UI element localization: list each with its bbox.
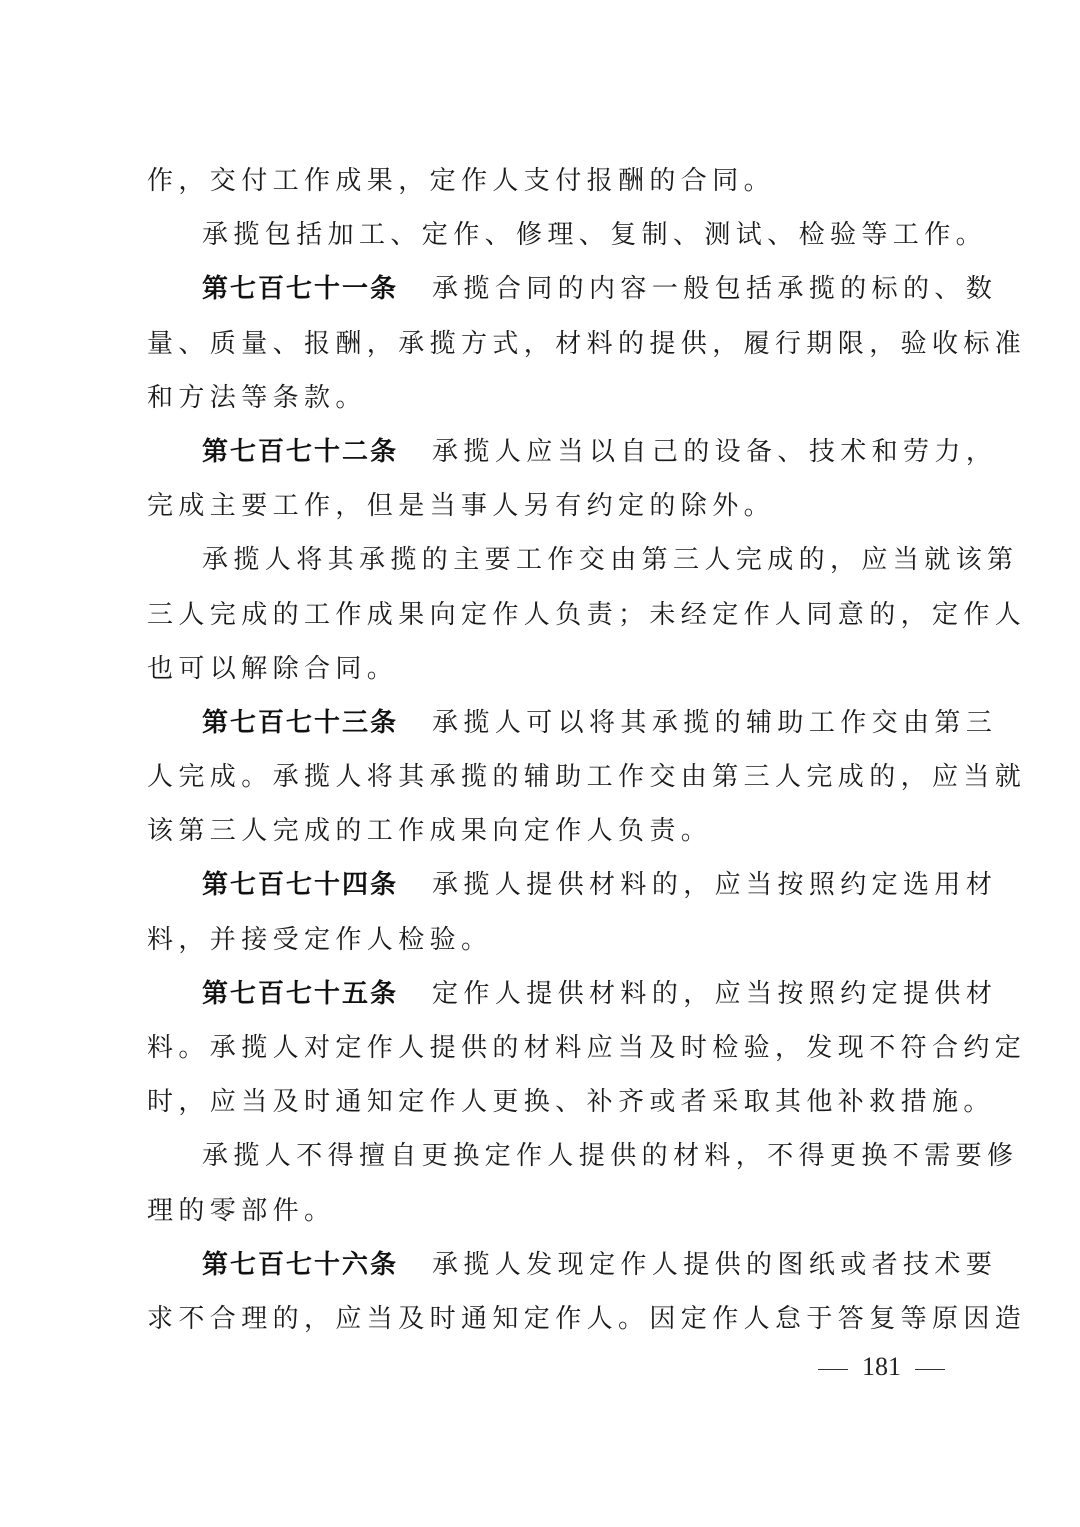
text-line bbox=[147, 750, 1027, 804]
line-text: 也可以解除合同。 bbox=[147, 653, 399, 684]
line-text: 作，交付工作成果，定作人支付报酬的合同。 bbox=[147, 166, 776, 196]
article-heading: 第七百七十六条 bbox=[202, 1249, 399, 1280]
text-line bbox=[147, 371, 942, 425]
line-text: 和方法等条款。 bbox=[147, 382, 367, 413]
line-text: 承揽包括加工、定作、修理、复制、测试、检验等工作。 bbox=[202, 220, 988, 251]
text-line bbox=[147, 1184, 942, 1238]
line-text: 人完成。承揽人将其承揽的辅助工作交由第三人完成的，应当就 bbox=[147, 762, 1027, 793]
line-text: 理的零部件。 bbox=[147, 1195, 336, 1226]
line-text: 该第三人完成的工作成果向定作人负责。 bbox=[147, 816, 713, 847]
paragraph-first-line bbox=[147, 1129, 1019, 1183]
right-dash bbox=[915, 1369, 945, 1370]
article-heading: 第七百七十一条 bbox=[202, 274, 399, 305]
page-number bbox=[818, 1347, 958, 1387]
paragraph-first-line bbox=[147, 208, 988, 262]
line-text: 承揽人不得擅自更换定作人提供的材料，不得更换不需要修 bbox=[202, 1141, 1019, 1172]
body-text bbox=[147, 154, 1027, 1346]
text-line bbox=[147, 154, 942, 208]
line-text: 承揽人将其承揽的主要工作交由第三人完成的，应当就该第 bbox=[202, 545, 1019, 576]
line-text: 完成主要工作，但是当事人另有约定的除外。 bbox=[147, 491, 776, 522]
line-text: 三人完成的工作成果向定作人负责；未经定作人同意的，定作人 bbox=[147, 599, 1027, 630]
text-line bbox=[147, 642, 942, 696]
text-line bbox=[147, 913, 942, 967]
text-line bbox=[147, 317, 1027, 371]
line-text: 料。承揽人对定作人提供的材料应当及时检验，发现不符合约定 bbox=[147, 1033, 1027, 1063]
text-line bbox=[147, 1021, 1027, 1075]
article-heading: 第七百七十二条 bbox=[202, 436, 399, 467]
paragraph-first-line bbox=[147, 533, 1019, 587]
line-text: 承揽人发现定作人提供的图纸或者技术要 bbox=[432, 1249, 998, 1280]
text-line bbox=[147, 1292, 1027, 1346]
line-text: 承揽人可以将其承揽的辅助工作交由第三 bbox=[432, 707, 998, 738]
line-text: 承揽合同的内容一般包括承揽的标的、数 bbox=[432, 274, 998, 305]
article-773-first-line bbox=[147, 696, 998, 750]
text-line bbox=[147, 479, 942, 533]
text-line bbox=[147, 588, 1027, 642]
line-text: 料，并接受定作人检验。 bbox=[147, 924, 493, 955]
line-text: 定作人提供材料的，应当按照约定提供材 bbox=[432, 978, 998, 1009]
article-774-first-line bbox=[147, 858, 998, 912]
line-text: 求不合理的，应当及时通知定作人。因定作人怠于答复等原因造 bbox=[147, 1303, 1027, 1334]
line-text: 承揽人提供材料的，应当按照约定选用材 bbox=[432, 870, 998, 901]
line-text: 量、质量、报酬，承揽方式，材料的提供，履行期限，验收标准 bbox=[147, 328, 1027, 359]
line-text: 时，应当及时通知定作人更换、补齐或者采取其他补救措施。 bbox=[147, 1087, 995, 1118]
article-heading: 第七百七十四条 bbox=[202, 870, 399, 901]
article-heading: 第七百七十三条 bbox=[202, 707, 399, 738]
article-772-first-line bbox=[147, 425, 998, 479]
article-775-first-line bbox=[147, 967, 998, 1021]
line-text: 承揽人应当以自己的设备、技术和劳力， bbox=[432, 436, 998, 467]
left-dash bbox=[818, 1369, 848, 1370]
article-heading: 第七百七十五条 bbox=[202, 978, 399, 1009]
article-776-first-line bbox=[147, 1238, 998, 1292]
text-line bbox=[147, 804, 942, 858]
page-number-value: 181 bbox=[862, 1352, 901, 1381]
text-line bbox=[147, 1075, 995, 1129]
article-771-first-line bbox=[147, 262, 998, 316]
